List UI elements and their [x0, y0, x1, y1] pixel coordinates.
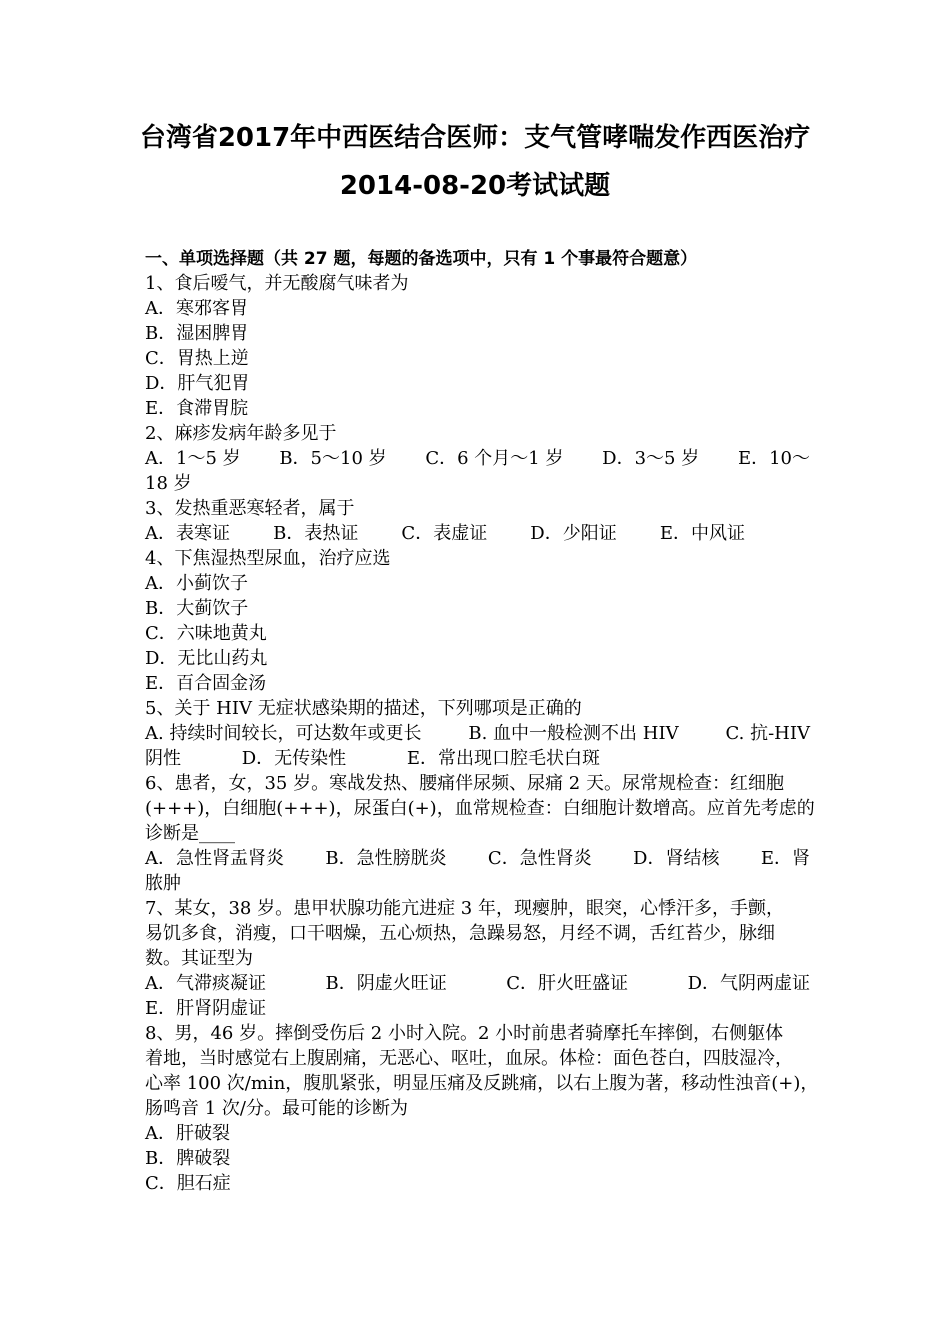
q8-option-b: B．脾破裂 [145, 1148, 231, 1169]
q2-option-e-cont: 18 岁 [145, 473, 192, 494]
q7-option-b: B．阴虚火旺证 [325, 973, 447, 994]
q3-options [145, 523, 745, 545]
question-1-stem: 1、食后嗳气，并无酸腐气味者为 [145, 273, 409, 294]
question-3-stem: 3、发热重恶寒轻者，属于 [145, 498, 355, 519]
q6-stem-line2: (+++)，白细胞(+++)，尿蛋白(+)，血常规检查：白细胞计数增高。应首先考虑的 [145, 798, 815, 819]
q7-stem-row2 [145, 923, 810, 945]
q5-option-e: E．常出现口腔毛状白斑 [406, 748, 600, 769]
document-title-line1: 台湾省2017年中西医结合医师：支气管哮喘发作西医治疗 [139, 123, 811, 153]
q6-option-e-cont: 脓肿 [145, 873, 181, 894]
q6-option-c: C．急性肾炎 [487, 848, 592, 869]
q2-options [145, 448, 810, 470]
q5-options-line2 [145, 748, 600, 770]
q4-option-d: D．无比山药丸 [145, 648, 268, 669]
q5-option-b: B. 血中一般检测不出 HIV [468, 723, 679, 744]
section-heading: 一、单项选择题（共 27 题，每题的备选项中，只有 1 个事最符合题意） [145, 249, 698, 269]
q7-option-e: E．肝肾阴虚证 [145, 998, 267, 1019]
q1-option-e: E．食滞胃脘 [145, 398, 249, 419]
q6-option-b: B．急性膀胱炎 [325, 848, 447, 869]
q1-option-a: A．寒邪客胃 [145, 298, 248, 319]
q7-option-c: C．肝火旺盛证 [506, 973, 629, 994]
q4-option-c: C．六味地黄丸 [145, 623, 267, 644]
q4-option-e: E．百合固金汤 [145, 673, 267, 694]
question-8-stem-line4: 肠鸣音 1 次/分。最可能的诊断为 [145, 1098, 408, 1119]
q8-option-c: C．胆石症 [145, 1173, 231, 1194]
q3-option-a: A．表寒证 [145, 523, 230, 544]
question-5-stem: 5、关于 HIV 无症状感染期的描述，下列哪项是正确的 [145, 698, 582, 719]
q2-option-b: B．5～10 岁 [279, 448, 387, 469]
q2-option-d: D．3～5 岁 [602, 448, 700, 469]
question-8-stem-line1: 8、男，46 岁。摔倒受伤后 2 小时入院。2 小时前患者骑摩托车摔倒，右侧躯体 [145, 1023, 784, 1044]
question-8-stem-line2: 着地，当时感觉右上腹剧痛，无恶心、呕吐，血尿。体检：面色苍白，四肢湿冷， [145, 1048, 793, 1069]
q5-option-d: D．无传染性 [241, 748, 347, 769]
question-8-stem-line3: 心率 100 次/min，腹肌紧张，明显压痛及反跳痛，以右上腹为著，移动性浊音(+)， [145, 1073, 819, 1094]
q5-option-a: A. 持续时间较长，可达数年或更长 [145, 723, 422, 744]
q4-option-a: A．小蓟饮子 [145, 573, 248, 594]
question-2-stem: 2、麻疹发病年龄多见于 [145, 423, 337, 444]
q1-option-b: B．湿困脾胃 [145, 323, 249, 344]
question-6-stem [145, 773, 810, 795]
q2-option-c: C．6 个月～1 岁 [425, 448, 564, 469]
q1-option-c: C．胃热上逆 [145, 348, 249, 369]
q7-options [145, 973, 810, 995]
q3-option-d: D．少阳证 [530, 523, 617, 544]
q5-option-c-cont: 阴性 [145, 748, 181, 769]
q3-option-b: B．表热证 [273, 523, 359, 544]
q6-option-e: E．肾 [760, 848, 810, 869]
q3-option-c: C．表虚证 [401, 523, 488, 544]
q6-stem-line3: 诊断是____ [145, 823, 235, 844]
q7-stem-line1: 7、某女，38 岁。患甲状腺功能亢进症 3 年，现瘿肿，眼突，心悸汗多，手颤， [145, 898, 784, 919]
document-title-line2: 2014-08-20考试试题 [339, 171, 611, 201]
q6-option-d: D．肾结核 [633, 848, 720, 869]
q2-option-a: A．1～5 岁 [145, 448, 241, 469]
q3-option-e: E．中风证 [659, 523, 745, 544]
q7-stem-line3: 数。其证型为 [145, 948, 253, 969]
q5-options-line1 [145, 723, 810, 745]
q6-options [145, 848, 810, 870]
q5-option-c: C. 抗-HIV [725, 723, 810, 744]
q7-stem-line2: 易饥多食，消瘦，口干咽燥，五心烦热，急躁易怒，月经不调，舌红苔少，脉细 [145, 923, 775, 944]
q1-option-d: D．肝气犯胃 [145, 373, 250, 394]
question-7-stem [145, 898, 810, 920]
q7-option-a: A．气滞痰凝证 [145, 973, 266, 994]
q7-option-d: D．气阴两虚证 [687, 973, 810, 994]
q2-option-e: E．10～ [737, 448, 810, 469]
q6-stem-line1: 6、患者，女，35 岁。寒战发热、腰痛伴尿频、尿痛 2 天。尿常规检查：红细胞 [145, 773, 784, 794]
q8-option-a: A．肝破裂 [145, 1123, 230, 1144]
q4-option-b: B．大蓟饮子 [145, 598, 249, 619]
q6-option-a: A．急性肾盂肾炎 [145, 848, 284, 869]
question-4-stem: 4、下焦湿热型尿血，治疗应选 [145, 548, 391, 569]
